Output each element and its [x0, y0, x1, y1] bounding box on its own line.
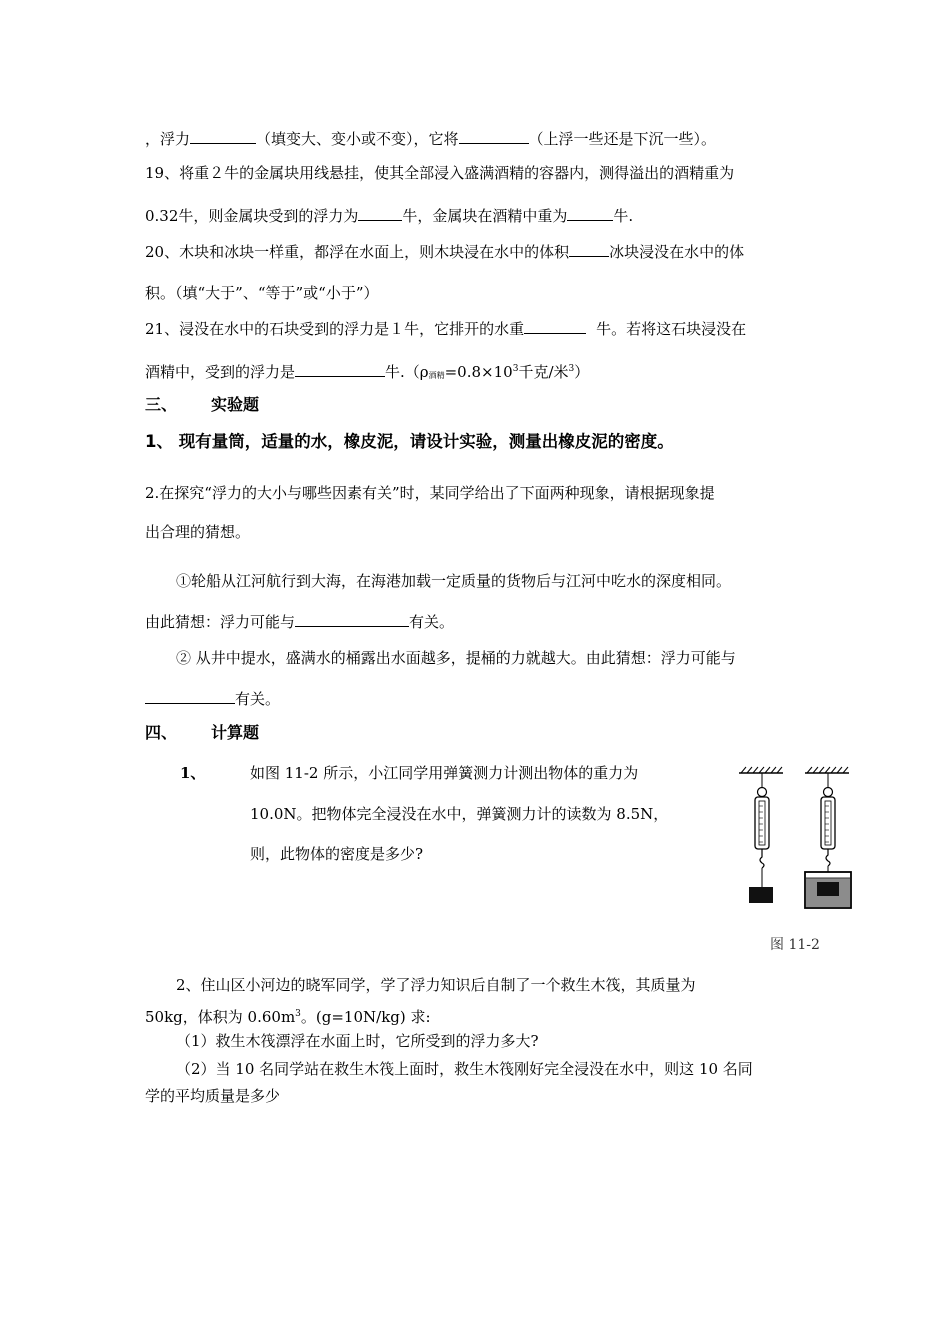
text: （上浮一些还是下沉一些）。	[528, 130, 717, 148]
text: 有关。	[235, 690, 281, 708]
experiment-2-phenomenon-2	[176, 648, 736, 668]
calc-1-number	[180, 763, 205, 783]
answer-blank[interactable]	[524, 318, 586, 334]
answer-blank[interactable]	[459, 128, 529, 144]
calc-2-part2	[176, 1059, 753, 1079]
text: 牛。若将这石块浸没在	[596, 320, 747, 338]
figure-caption: 图 11-2	[770, 937, 820, 953]
text: 21、浸没在水中的石块受到的浮力是１牛，它排开的水重	[145, 320, 525, 338]
answer-blank[interactable]	[567, 205, 613, 221]
question-20-line2	[145, 283, 379, 303]
text: 2、住山区小河边的晓军同学，学了浮力知识后自制了一个救生木筏，其质量为	[176, 976, 696, 994]
text: 积。（填“大于”、“等于”或“小于”）	[145, 284, 379, 302]
calc-1-line2	[250, 804, 668, 824]
text: 有关。	[409, 613, 455, 631]
text: 19、将重２牛的金属块用线悬挂，使其全部浸入盛满酒精的容器内，测得溢出的酒精重为	[145, 164, 735, 182]
experiment-2-guess-2	[145, 688, 280, 709]
text: 50kg，体积为 0.60m	[145, 1008, 296, 1026]
text: 1、 现有量筒，适量的水，橡皮泥，请设计实验，测量出橡皮泥的密度。	[145, 432, 674, 451]
text: 牛.	[613, 207, 634, 225]
calc-2-line2	[145, 1004, 431, 1027]
answer-blank[interactable]	[145, 688, 235, 704]
text: 如图 11-2 所示，小江同学用弹簧测力计测出物体的重力为	[250, 764, 639, 782]
text: （填变大、变小或不变），它将	[256, 130, 459, 148]
right-ceiling-icon	[805, 767, 849, 773]
text: ①轮船从江河航行到大海，在海港加载一定质量的货物后与江河中吃水的深度相同。	[176, 572, 732, 590]
section-heading-calculation	[145, 723, 259, 743]
experiment-2-line2	[145, 522, 250, 542]
answer-blank[interactable]	[295, 361, 385, 377]
experiment-2-line1	[145, 483, 715, 503]
text: 1、	[180, 764, 206, 782]
text: （1）救生木筏漂浮在水面上时，它所受到的浮力多大?	[176, 1032, 539, 1050]
text: 则，此物体的密度是多少?	[250, 845, 424, 863]
text: 出合理的猜想。	[145, 523, 251, 541]
spring-scale-figure	[735, 764, 855, 914]
text: 由此猜想：浮力可能与	[145, 613, 296, 631]
calc-1-line3	[250, 844, 423, 864]
superscript: 3	[568, 364, 575, 374]
question-19-line1	[145, 163, 734, 183]
text: ）	[574, 363, 590, 381]
text: 学的平均质量是多少	[145, 1087, 281, 1105]
answer-blank[interactable]	[569, 241, 609, 257]
section-title: 实验题	[211, 395, 260, 414]
text: 牛.（ρ	[385, 363, 429, 381]
superscript: 3	[295, 1009, 301, 1019]
section-title: 计算题	[211, 723, 260, 742]
answer-blank[interactable]	[190, 128, 256, 144]
experiment-1	[145, 432, 674, 452]
text: 0.32牛，则金属块受到的浮力为	[145, 207, 359, 225]
text: 10.0N。把物体完全浸没在水中，弹簧测力计的读数为 8.5N，	[250, 805, 669, 823]
text: 千克/米	[518, 363, 569, 381]
text: 冰块浸没在水中的体	[609, 243, 745, 261]
right-spring-scale-icon	[821, 773, 835, 882]
text: 。(g=10N/kg) 求:	[300, 1008, 431, 1026]
question-21-line2	[145, 359, 589, 385]
text: ，浮力	[145, 130, 191, 148]
question-18-continued	[145, 128, 716, 149]
answer-blank[interactable]	[295, 611, 409, 627]
text: ② 从井中提水，盛满水的桶露出水面越多，提桶的力就越大。由此猜想：浮力可能与	[176, 649, 736, 667]
text: =0.8×10	[444, 363, 513, 381]
experiment-2-phenomenon-1	[176, 571, 731, 591]
section-number: 三、	[145, 395, 178, 414]
text: 2.在探究“浮力的大小与哪些因素有关”时，某同学给出了下面两种现象，请根据现象提	[145, 484, 715, 502]
calc-2-line1	[176, 975, 696, 995]
beaker-icon	[805, 872, 851, 908]
calc-2-part2-continued	[145, 1086, 280, 1106]
left-ceiling-icon	[739, 767, 783, 773]
calc-2-part1	[176, 1031, 539, 1051]
text: 酒精中，受到的浮力是	[145, 363, 296, 381]
text: 20、木块和冰块一样重，都浮在水面上，则木块浸在水中的体积	[145, 243, 570, 261]
section-heading-experiment	[145, 395, 259, 415]
text: 牛，金属块在酒精中重为	[402, 207, 568, 225]
text: （2）当 10 名同学站在救生木筏上面时，救生木筏刚好完全浸没在水中，则这 10 名同	[176, 1060, 753, 1078]
answer-blank[interactable]	[358, 205, 402, 221]
question-19-line2	[145, 205, 633, 226]
section-number: 四、	[145, 723, 178, 742]
question-21-line1	[145, 318, 746, 339]
experiment-2-guess-1	[145, 611, 454, 632]
left-spring-scale-icon	[749, 773, 773, 903]
density-subscript: 酒精	[428, 371, 445, 380]
superscript: 3	[512, 364, 519, 374]
calc-1-line1	[250, 763, 638, 783]
question-20-line1	[145, 241, 744, 262]
